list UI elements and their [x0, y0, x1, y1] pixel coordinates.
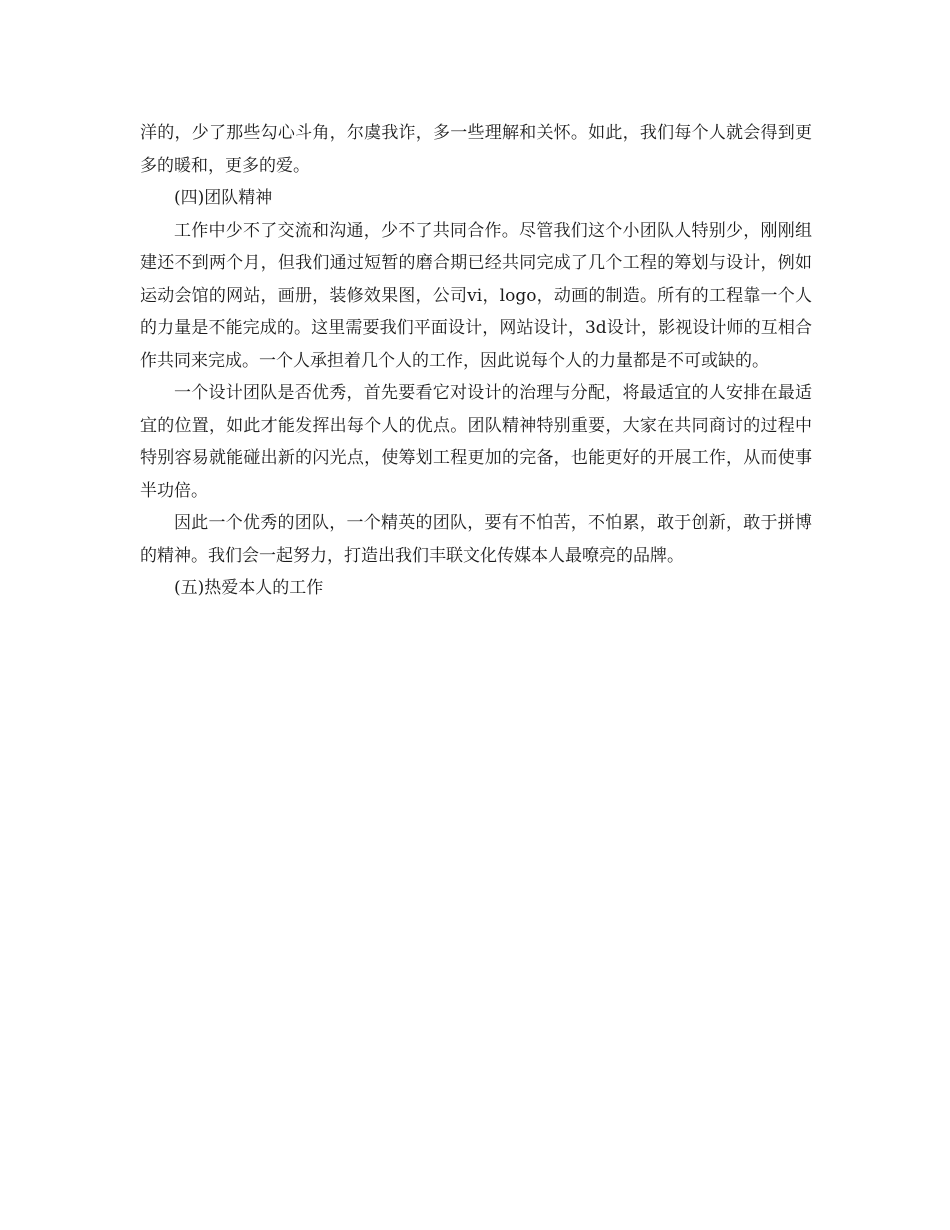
paragraph-teamwork: 工作中少不了交流和沟通，少不了共同合作。尽管我们这个小团队人特别少，刚刚组建还不到两个月，但我们通过短暂的磨合期已经共同完成了几个工程的筹划与设计，例如运动会馆的网站，画册，装修效果图，公司vi，logo，动画的制造。所有的工程靠一个人的力量是不能完成的。这里需要我们平面设计，网站设计，3d设计，影视设计师的互相合作共同来完成。一个人承担着几个人的工作，因此说每个人的力量都是不可或缺的。	[140, 220, 812, 371]
paragraph-team-conclusion: 因此一个优秀的团队，一个精英的团队，要有不怕苦，不怕累，敢于创新，敢于拼博的精神。我们会一起努力，打造出我们丰联文化传媒本人最嘹亮的品牌。	[140, 513, 812, 566]
paragraph-team-management: 一个设计团队是否优秀，首先要看它对设计的治理与分配，将最适宜的人安排在最适宜的位置，如此才能发挥出每个人的优点。团队精神特别重要，大家在共同商讨的过程中特别容易就能碰出新的闪光点，使筹划工程更加的完备，也能更好的开展工作，从而使事半功倍。	[140, 383, 812, 501]
section-heading-team-spirit: (四)团队精神	[174, 188, 273, 208]
section-heading-love-work: (五)热爱本人的工作	[174, 578, 324, 598]
document-body	[140, 117, 812, 605]
paragraph-continuation: 洋的，少了那些勾心斗角，尔虞我诈，多一些理解和关怀。如此，我们每个人就会得到更多的暖和，更多的爱。	[140, 123, 812, 176]
